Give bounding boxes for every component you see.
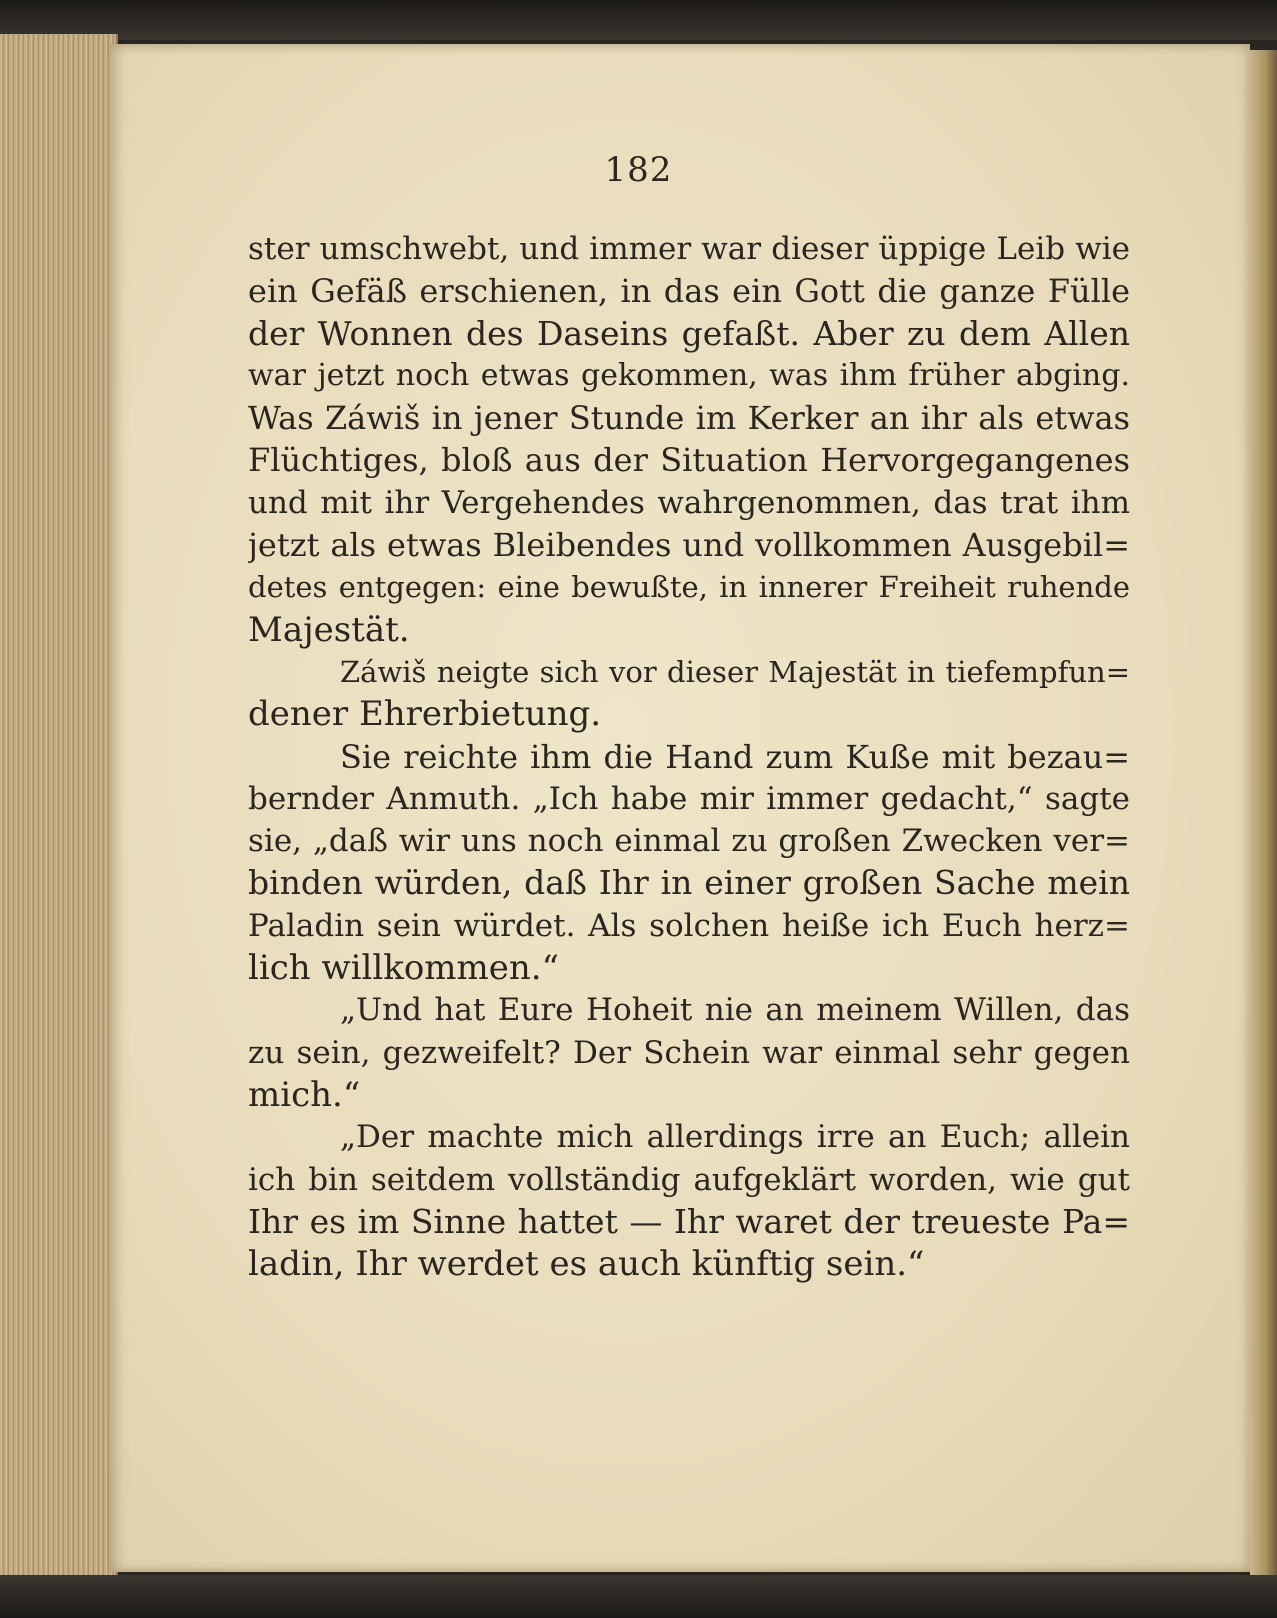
text-line: zu sein, gezweifelt? Der Schein war einmal sehr gegen [248,1034,1130,1071]
text-line: war jetzt noch etwas gekommen, was ihm früher abging. [248,357,1130,393]
text-line: Flüchtiges, bloß aus der Situation Hervorgegangenes [248,441,1130,480]
text-line: lich willkommen.“ [248,948,559,989]
scan-background-bottom [0,1575,1277,1618]
text-line: Paladin sein würdet. Als solchen heiße ich Euch herz= [248,907,1130,944]
facing-page-edge [1250,50,1277,1580]
text-line: Sie reichte ihm die Hand zum Kuße mit bezau= [340,737,1130,776]
text-line: ein Gefäß erschienen, in das ein Gott die ganze Fülle [248,272,1130,311]
text-line: Záwiš neigte sich vor dieser Majestät in tiefempfun= [340,654,1130,689]
text-line: mich.“ [248,1074,361,1115]
text-line: dener Ehrerbietung. [248,694,602,735]
text-line: und mit ihr Vergehendes wahrgenommen, das trat ihm [248,484,1130,521]
text-line: bernder Anmuth. „Ich habe mir immer gedacht,“ sagte [248,780,1130,817]
text-line: ich bin seitdem vollständig aufgeklärt worden, wie gut [248,1161,1130,1198]
text-line: Was Záwiš in jener Stunde im Kerker an ihr als etwas [248,399,1130,438]
text-line: binden würden, daß Ihr in einer großen Sache mein [248,863,1130,903]
text-line: der Wonnen des Daseins gefaßt. Aber zu dem Allen [248,313,1130,353]
page-stack-edges [0,34,118,1582]
page-number: 182 [604,150,673,190]
text-line: detes entgegen: eine bewußte, in innerer Freiheit ruhende [248,570,1130,605]
scan-background-top [0,0,1277,40]
text-line: jetzt als etwas Bleibendes und vollkommen Ausgebil= [248,526,1130,565]
text-line: Ihr es im Sinne hattet — Ihr waret der treueste Pa= [248,1201,1130,1241]
text-line: ladin, Ihr werdet es auch künftig sein.“ [248,1244,925,1285]
body-text [248,228,1130,1285]
text-line: ster umschwebt, und immer war dieser üppige Leib wie [248,231,1130,267]
text-line: sie, „daß wir uns noch einmal zu großen Zwecken ver= [248,823,1130,860]
text-line: „Und hat Eure Hoheit nie an meinem Willen, das [340,992,1130,1029]
text-line: „Der machte mich allerdings irre an Euch; allein [340,1119,1130,1156]
text-line: Majestät. [248,609,410,650]
